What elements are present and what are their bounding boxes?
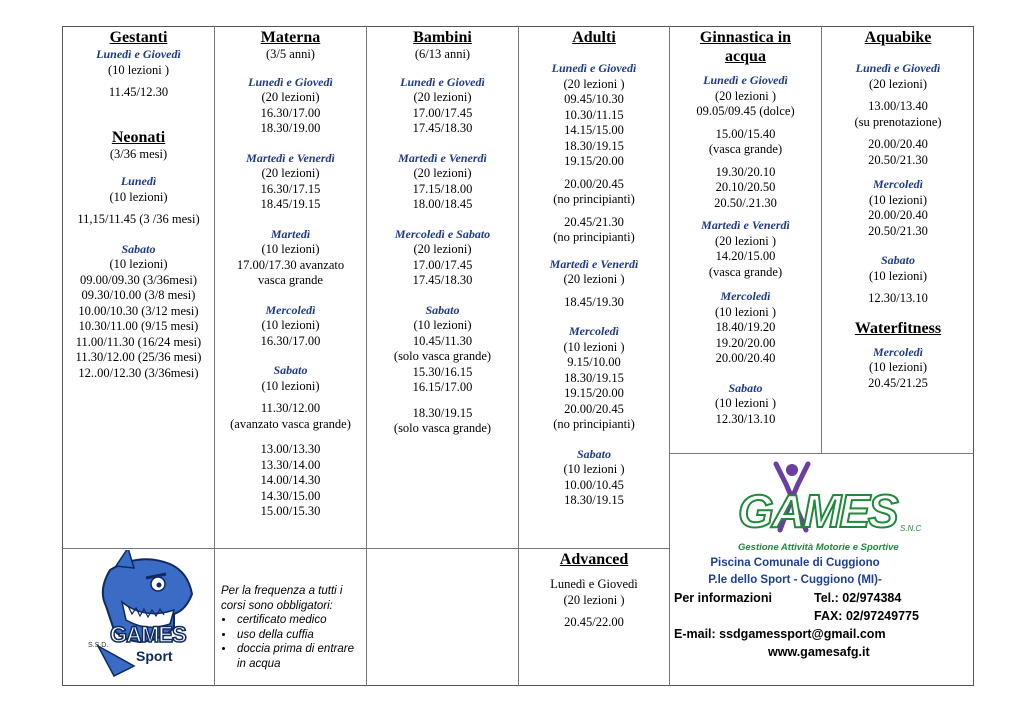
column-bambini [367,28,518,437]
time-slot: 09.30/10.00 (3/8 mesi) [81,288,196,302]
section-title-ginnastica: Ginnastica in [699,29,792,46]
time-slot: (vasca grande) [708,264,783,279]
time-slot: 17.45/18.30 [412,121,473,135]
time-slot: 17.00/17.30 avanzato [236,257,345,272]
lessons-label: (10 lezioni ) [714,304,777,319]
lessons-label: (10 lezioni) [261,318,320,332]
lessons-label: (10 lezioni ) [714,396,777,410]
days-label: Sabato [880,253,915,267]
lessons-label: (10 lezioni) [413,318,472,332]
time-slot: 18.45/19.15 [260,197,321,211]
time-slot: 18.30/19.15 [412,405,473,420]
days-label: Mercoledì [873,344,923,359]
lessons-label: (20 lezioni) [413,166,472,180]
fax-number: FAX: 02/97249775 [814,609,919,623]
time-slot: 20.00/20.45 [564,401,624,416]
list-item: • uso della cuffia [235,628,361,643]
logo-ssd-text: S.S.D. [88,642,109,649]
section-title-adulti: Adulti [572,29,616,46]
days-label: Lunedì e Giovedì [551,61,637,75]
time-slot: 18.40/19.20 [715,320,776,334]
days-label: Mercoledì [873,177,923,191]
time-slot: 17.00/17.45 [412,105,473,120]
time-slot: 17.15/18.00 [412,181,473,196]
days-label: Mercoledì [265,302,316,317]
days-label: Martedì e Venerdì [246,150,335,165]
days-label: Sabato [576,446,611,461]
time-slot: (no principianti) [553,192,635,206]
time-slot: 10.30/11.00 (9/15 mesi) [78,319,199,333]
column-gestanti-neonati [63,28,214,381]
lessons-label: (20 lezioni ) [563,272,625,286]
days-label: Martedì e Venerdì [549,256,639,271]
lessons-label: (20 lezioni ) [714,88,777,103]
days-label: Martedì e Venerdì [701,218,790,232]
days-label: Lunedì e Giovedì [248,74,333,89]
days-label: Lunedì e Giovedì [96,47,181,61]
section-title-bambini: Bambini [413,29,472,46]
time-slot: 17.45/18.30 [412,273,473,287]
days-label: Lunedì e Giovedì [855,61,941,75]
lessons-label: (10 lezioni) [869,192,927,207]
lessons-label: (20 lezioni ) [714,233,777,248]
lessons-label: (10 lezioni ) [563,339,625,354]
lessons-label: (20 lezioni ) [563,76,625,91]
time-slot: 10.00/10.30 (3/12 mesi) [78,303,199,318]
time-slot: 18.00/18.45 [412,197,473,211]
time-slot: 9.15/10.00 [567,355,621,369]
age-label: (3/5 anni) [266,47,315,61]
section-title-materna: Materna [260,29,321,46]
days-label: Sabato [121,241,156,256]
time-slot: 16.15/17.00 [412,380,473,394]
lessons-label: (20 lezioni) [413,242,472,256]
time-slot: 20.10/20.50 [715,180,776,194]
section-title-ginnastica-line2: acqua [725,48,766,65]
time-slot: 09.00/09.30 (3/36mesi) [79,272,197,287]
days-label: Sabato [728,380,763,395]
lessons-label: (20 lezioni ) [563,592,625,607]
contact-info [674,555,966,661]
time-slot: (su prenotazione) [854,114,942,129]
days-label: Mercoledì [569,324,619,338]
logo-games-snc-text: GAMES [738,485,897,537]
time-slot: 18.30/19.15 [564,138,624,153]
time-slot: 11.00/11.30 (16/24 mesi) [75,334,202,349]
lessons-label: (10 lezioni ) [107,62,170,77]
pool-name: Piscina Comunale di Cuggiono [710,557,880,569]
column-aquabike [822,28,974,391]
cell-advanced [519,550,669,631]
time-slot: 10.30/11.15 [564,107,624,122]
email-address: E-mail: ssdgamessport@gmail.com [674,627,886,641]
time-slot: 15.30/16.15 [412,364,473,379]
pool-address: P.le dello Sport - Cuggiono (MI)- [708,574,882,586]
time-slot: 14.30/15.00 [260,488,321,503]
time-slot: 18.30/19.15 [564,370,624,385]
days-label: Martedì e Venerdì [398,150,487,165]
time-slot: 12.30/13.10 [868,291,928,305]
logo-tagline: Gestione Attività Motorie e Sportive [738,542,899,553]
time-slot: 11.30/12.00 (25/36 mesi) [75,350,202,364]
time-slot: 20.45/21.30 [564,214,624,229]
requirements-note [221,584,361,671]
time-slot: 14.20/15.00 [715,249,776,263]
days-label: Lunedì [120,174,157,188]
time-slot: 19.20/20.00 [715,335,776,350]
days-label: Mercoledì [720,289,771,303]
time-slot: 12..00/12.30 (3/36mesi) [78,365,199,380]
time-slot: 11.45/12.30 [108,85,169,99]
age-label: (3/36 mesi) [109,146,168,161]
time-slot: 11,15/11.45 (3 /36 mesi) [77,212,200,226]
time-slot: 19.15/20.00 [564,154,624,168]
time-slot: 20.50/.21.30 [714,195,777,210]
time-slot: 20.00/20.45 [564,176,624,191]
time-slot: 20.00/20.40 [868,137,928,151]
column-materna [215,28,366,520]
row-divider [518,548,669,549]
time-slot: 10.00/10.45 [564,477,624,492]
list-item: • doccia prima di entrare in acqua [235,642,361,671]
time-slot: (solo vasca grande) [393,421,492,435]
time-slot: 18.30/19.15 [564,493,624,507]
logo-sport-text: Sport [136,648,173,664]
section-title-aquabike: Aquabike [864,29,932,46]
row-divider [669,453,974,454]
time-slot: 13.00/13.30 [260,442,321,456]
days-label: Sabato [273,363,308,377]
days-label: Sabato [425,302,460,317]
column-adulti [519,28,669,509]
games-snc-logo [736,458,936,556]
time-slot: 14.15/15.00 [564,123,624,137]
lessons-label: (10 lezioni) [109,257,168,271]
time-slot: 19.30/20.10 [715,164,776,179]
time-slot: 13.00/13.40 [868,99,928,113]
time-slot: 19.15/20.00 [564,386,624,400]
days-label: Lunedì e Giovedì [550,577,638,591]
time-slot: (solo vasca grande) [393,349,492,363]
age-label: (6/13 anni) [414,47,471,61]
time-slot: 17.00/17.45 [412,257,473,272]
phone-number: Tel.: 02/974384 [814,591,902,605]
section-title-waterfitness: Waterfitness [854,319,942,337]
time-slot: 20.50/21.30 [868,223,928,238]
lessons-label: (10 lezioni ) [563,462,625,476]
time-slot: 16.30/17.00 [260,105,321,120]
time-slot: 12.30/13.10 [715,411,776,426]
time-slot: 15.00/15.30 [260,504,321,518]
time-slot: 11.30/12.00 [260,401,321,415]
days-label: Mercoledì e Sabato [394,226,491,241]
section-title-neonati: Neonati [111,128,166,146]
time-slot: 10.45/11.30 [412,333,473,348]
time-slot: vasca grande [258,273,323,287]
list-item: • certificato medico [235,613,361,628]
time-slot: 20.45/22.00 [564,615,624,629]
time-slot: 20.00/20.40 [868,208,928,222]
lessons-label: (20 lezioni) [261,90,320,104]
lessons-label: (20 lezioni) [261,166,320,180]
phone-row [674,589,966,607]
time-slot: 16.30/17.00 [260,333,321,348]
time-slot: 20.50/21.30 [868,152,928,167]
time-slot: (no principianti) [553,230,635,244]
lessons-label: (10 lezioni) [869,360,927,374]
requirements-list [221,613,361,671]
lessons-label: (10 lezioni) [869,268,927,283]
time-slot: 14.00/14.30 [260,473,321,487]
time-slot: 18.45/19.30 [564,294,624,309]
time-slot: 09.45/10.30 [564,92,624,106]
time-slot: 20.00/20.40 [715,351,776,365]
lessons-label: (20 lezioni) [413,90,472,104]
lessons-label: (10 lezioni) [109,189,168,204]
lessons-label: (10 lezioni) [261,378,320,393]
days-label: Lunedì e Giovedì [400,74,485,89]
time-slot: (avanzato vasca grande) [230,416,351,431]
logo-snc-text: S.N.C [900,524,922,533]
time-slot: 09.05/09.45 (dolce) [696,104,795,118]
days-label: Lunedì e Giovedì [703,73,788,87]
column-ginnastica [670,28,821,427]
time-slot: 15.00/15.40 [715,126,776,141]
time-slot: (vasca grande) [708,142,783,156]
time-slot: (no principianti) [553,417,635,431]
info-label: Per informazioni [674,591,772,605]
time-slot: 18.30/19.00 [260,121,321,135]
time-slot: 13.30/14.00 [260,457,321,472]
games-sport-logo [70,550,210,682]
lessons-label: (10 lezioni) [261,242,320,256]
time-slot: 16.30/17.15 [260,181,321,196]
website-url: www.gamesafg.it [768,645,870,659]
note-intro: Per la frequenza a tutti i corsi sono obbligatori: [221,585,343,612]
lessons-label: (20 lezioni) [869,76,927,91]
time-slot: 20.45/21.25 [868,375,928,390]
section-title-gestanti: Gestanti [109,29,168,46]
days-label: Martedì [270,226,311,241]
row-divider [62,548,518,549]
logo-games-text: GAMES [110,622,186,647]
section-title-advanced: Advanced [559,551,629,568]
